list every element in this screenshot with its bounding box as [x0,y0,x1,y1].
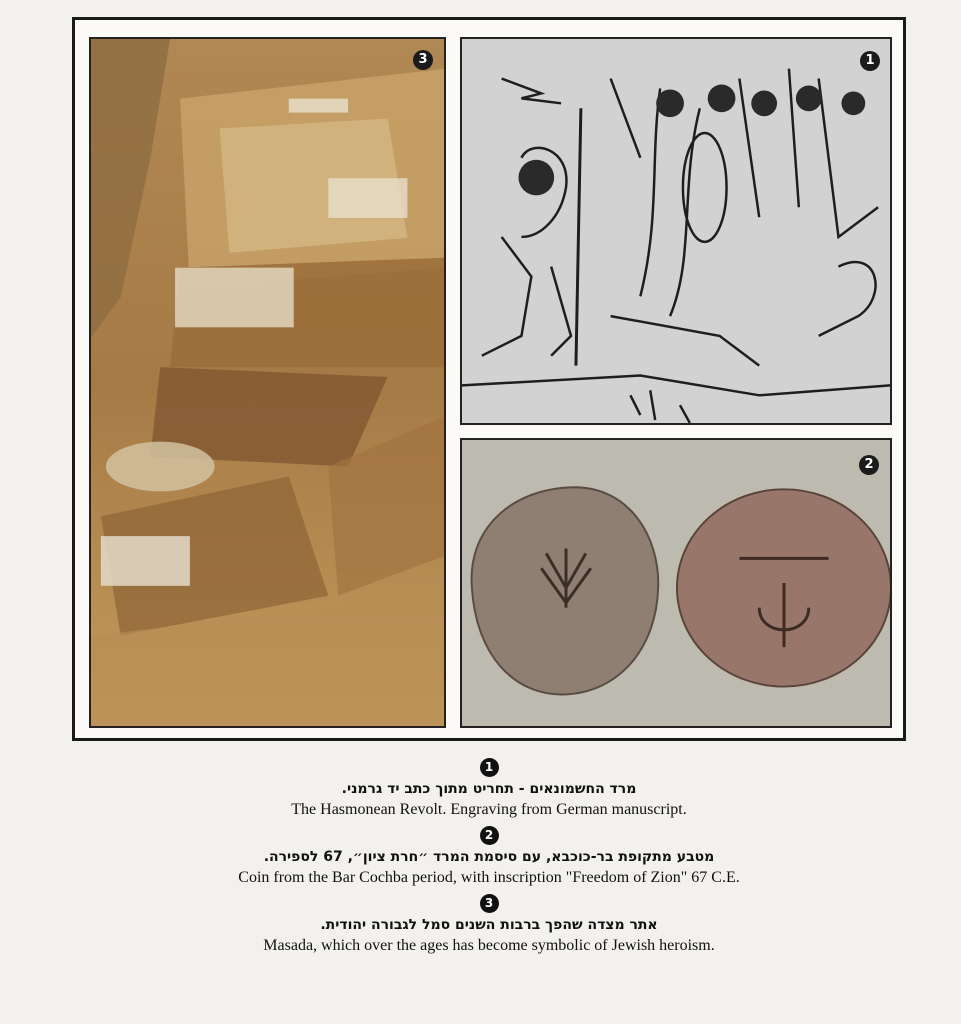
caption-1 [60,758,918,820]
photo-number-badge: 3 [413,50,433,70]
caption-number: 2 [480,826,499,845]
engraving-illustration [462,39,890,423]
photo-plate [72,17,906,741]
caption-2 [60,826,918,888]
caption-block [60,758,918,962]
caption-3 [60,894,918,956]
caption-hebrew: אתר מצדה שהפך ברבות השנים סמל לגבורה יהודית. [320,917,658,933]
caption-number: 1 [480,758,499,777]
caption-english: Masada, which over the ages has become symbolic of Jewish heroism. [263,937,715,954]
photo-number-badge: 2 [859,455,879,475]
caption-hebrew: מרד החשמונאים - תחריט מתוך כתב יד גרמני. [341,781,637,797]
caption-hebrew: מטבע מתקופת בר-כוכבא, עם סיסמת המרד ״חרת ציון״, 67 לספירה. [263,849,715,865]
caption-english: The Hasmonean Revolt. Engraving from German manuscript. [291,801,687,818]
coin-right [677,489,890,686]
masada-photo [89,37,446,728]
photo-number-badge: 1 [860,51,880,71]
coins-photo [460,438,892,728]
masada-illustration [91,39,444,726]
coin-left [472,487,659,694]
coins-illustration [462,440,890,726]
caption-english: Coin from the Bar Cochba period, with inscription "Freedom of Zion" 67 C.E. [238,869,740,886]
engraving-image [460,37,892,425]
caption-number: 3 [480,894,499,913]
